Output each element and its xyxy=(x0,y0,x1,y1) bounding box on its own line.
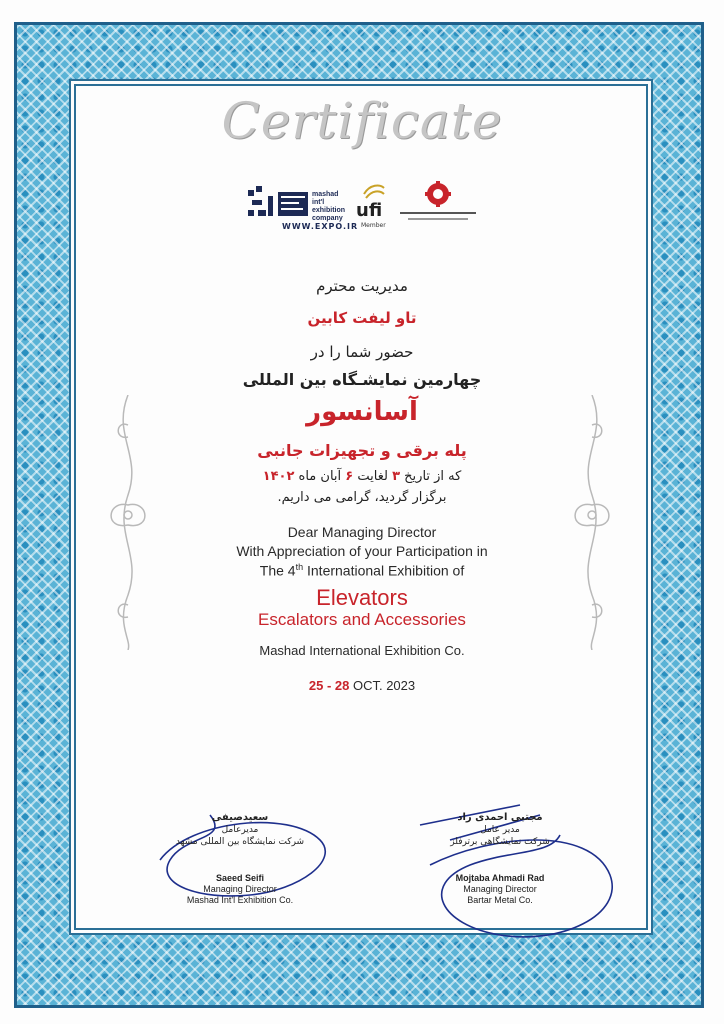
en-date-line xyxy=(0,678,724,693)
ufi-logo-text: ufi xyxy=(356,200,383,221)
en-organizer: Mashad International Exhibition Co. xyxy=(259,643,465,658)
fa-date-to: ۶ xyxy=(345,469,354,484)
fa-date-line xyxy=(0,469,724,484)
left-org-en: Mashad Int'l Exhibition Co. xyxy=(186,895,294,905)
svg-text:int'l: int'l xyxy=(312,199,325,206)
certificate-title: Certificate xyxy=(221,92,503,150)
en-escalators-subtitle: Escalators and Accessories xyxy=(258,610,466,629)
right-name-fa: مجتبی احمدی راد xyxy=(457,812,543,823)
ufi-member-label: Member xyxy=(361,222,386,229)
en-appreciation-line: With Appreciation of your Participation in xyxy=(236,543,488,559)
right-org-fa: شرکت نمایشگاهی برترفلز xyxy=(450,837,550,847)
expo-logo xyxy=(248,186,352,222)
en-fourth-suffix: International Exhibition of xyxy=(303,562,465,579)
right-signatory-en xyxy=(430,873,570,906)
fa-date-prefix: که از تاریخ xyxy=(404,469,462,484)
right-name-en: Mojtaba Ahmadi Rad xyxy=(455,873,545,883)
fa-date-month: آبان ماه xyxy=(298,469,342,484)
fa-recipient-company: تاو لیفت کابین xyxy=(307,309,417,327)
fa-escalator-subtitle: پله برقی و تجهیزات جانبی xyxy=(257,441,467,460)
svg-text:company: company xyxy=(312,215,343,222)
svg-text:mashad: mashad xyxy=(312,191,339,198)
right-title-en: Managing Director xyxy=(463,884,537,894)
svg-text:exhibition: exhibition xyxy=(312,207,346,214)
fa-elevator-title: آسانسور xyxy=(306,397,418,427)
en-elevators-title: Elevators xyxy=(316,585,408,610)
fa-held-line: برگزار گردید، گرامی می داریم. xyxy=(277,490,447,505)
left-signatory-en xyxy=(170,873,310,906)
fa-salutation: مدیریت محترم xyxy=(316,277,408,295)
right-org-en: Bartar Metal Co. xyxy=(467,895,533,905)
left-title-en: Managing Director xyxy=(203,884,277,894)
en-date-days: 25 - 28 xyxy=(308,678,350,693)
left-name-fa: سعیدصیفی xyxy=(211,812,269,823)
fa-presence-line: حضور شما را در xyxy=(310,343,414,361)
en-exhibition-line xyxy=(0,562,724,579)
left-org-fa: شرکت نمایشگاه بین المللی مشهد xyxy=(175,837,305,847)
fa-date-year: ۱۴۰۲ xyxy=(262,469,295,484)
bartar-metal-logo xyxy=(398,180,478,228)
en-fourth-sup: th xyxy=(295,562,304,572)
right-title-fa: مدیر عامل xyxy=(480,825,520,835)
logo-strip xyxy=(0,180,724,240)
fa-date-mid: لغایت xyxy=(357,469,388,484)
en-fourth-prefix: The 4 xyxy=(259,562,296,579)
left-signatory-fa xyxy=(150,812,330,848)
left-title-fa: مدیرعامل xyxy=(221,825,259,835)
en-salutation: Dear Managing Director xyxy=(287,524,437,540)
fa-date-from: ۳ xyxy=(392,469,401,484)
expo-url: WWW.EXPO.IR xyxy=(282,222,359,231)
en-date-rest: OCT. 2023 xyxy=(349,678,416,693)
left-name-en: Saeed Seifi xyxy=(215,873,265,883)
fa-exhibition-line: چهارمین نمایشـگاه بین المللی xyxy=(242,370,482,389)
right-signatory-fa xyxy=(410,812,590,848)
